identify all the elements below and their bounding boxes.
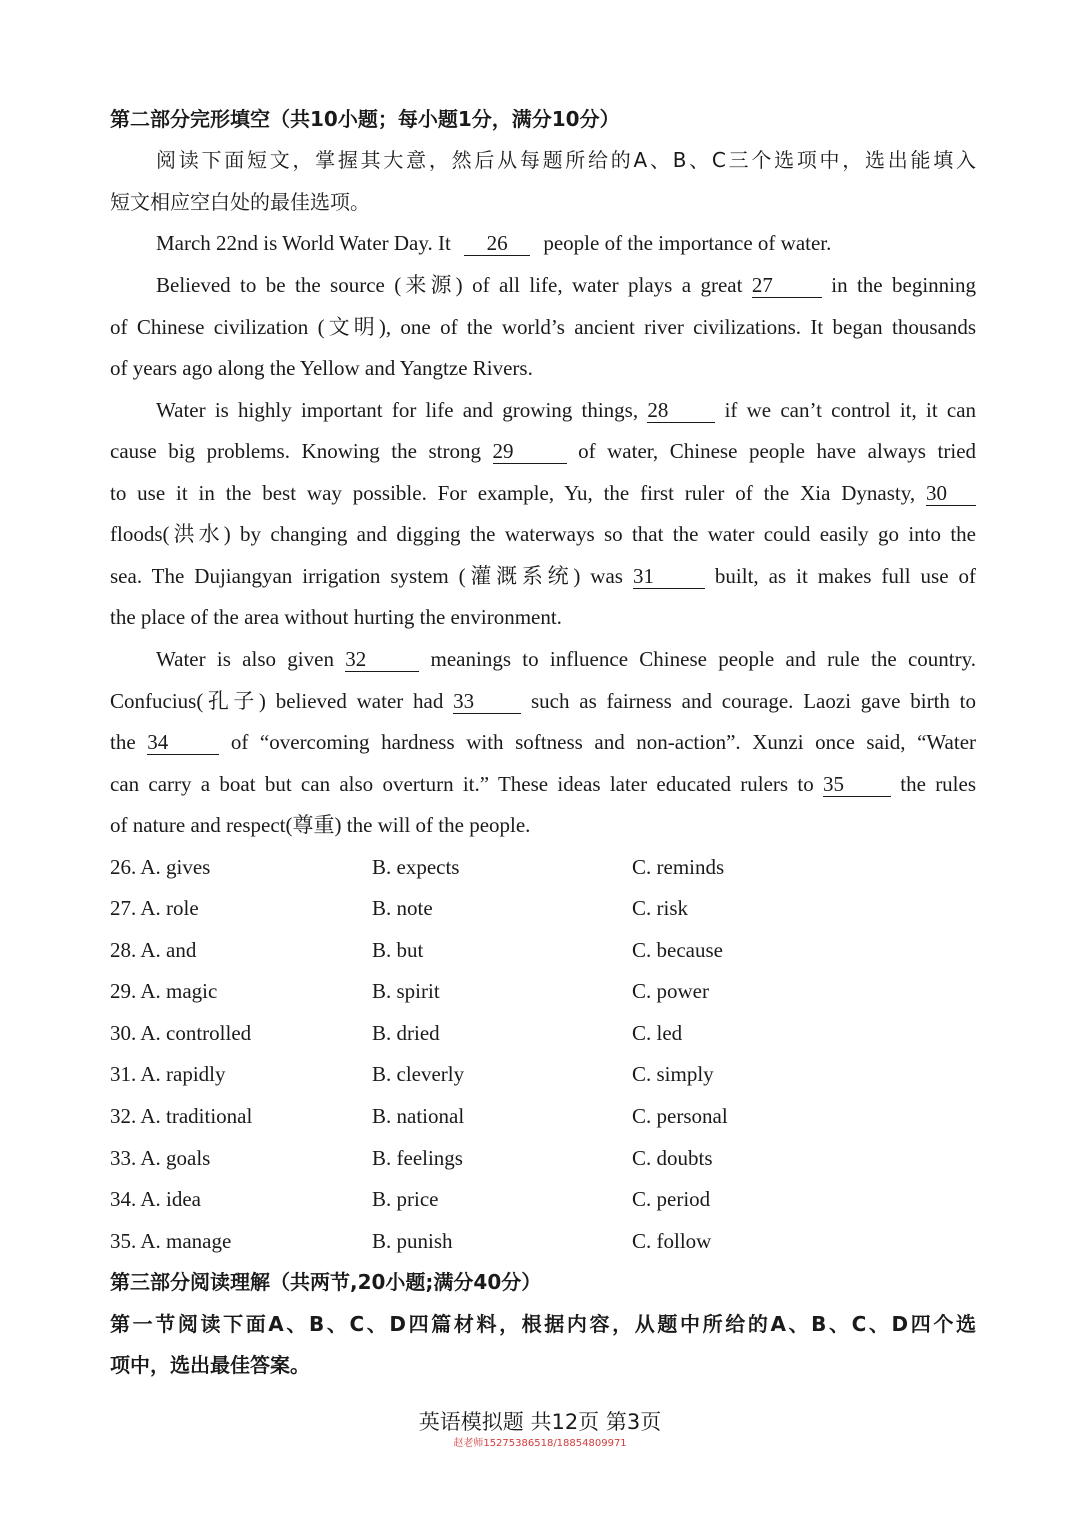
passage-line: the 34 of “overcoming hardness with softness and non-action”. Xunzi once said, “Water xyxy=(110,730,977,754)
passage-line: Water is highly important for life and growing things, 28 if we can’t control it, it can xyxy=(156,398,977,422)
passage-line: sea. The Dujiangyan irrigation system (灌溉系统) was 31 built, as it makes full use of xyxy=(110,564,977,588)
part2-instructions-line1: 阅读下面短文，掌握其大意，然后从每题所给的A、B、C三个选项中，选出能填入 xyxy=(156,148,976,172)
blank-31: 31 xyxy=(633,564,705,589)
blank-32: 32 xyxy=(345,647,419,672)
passage-line: floods(洪水) by changing and digging the waterways so that the water could easily go into the xyxy=(110,522,976,546)
passage-line: March 22nd is World Water Day. It 26 people of the importance of water. xyxy=(156,231,832,255)
passage-line: of Chinese civilization (文明), one of the world’s ancient river civilizations. It began thousands xyxy=(110,315,976,339)
passage-line: cause big problems. Knowing the strong 29 of water, Chinese people have always tried xyxy=(110,439,977,463)
blank-34: 34 xyxy=(147,730,219,755)
option-row-29: 29. A. magic B. spirit C. power xyxy=(110,979,709,1003)
part3-section1-line1: 第一节阅读下面A、B、C、D四篇材料，根据内容，从题中所给的A、B、C、D四个选 xyxy=(110,1312,976,1336)
part2-title: 第二部分完形填空（共10小题；每小题1分，满分10分） xyxy=(110,107,620,131)
blank-28: 28 xyxy=(647,398,715,423)
part3-section1-line2: 项中，选出最佳答案。 xyxy=(110,1353,310,1377)
passage-line: Believed to be the source (来源) of all life, water plays a great 27 in the beginning xyxy=(156,273,977,297)
watermark-stamp: 赵老师15275386518/18854809971 xyxy=(453,1438,627,1449)
option-row-28: 28. A. and B. but C. because xyxy=(110,938,723,962)
blank-26: 26 xyxy=(464,231,530,256)
part2-instructions-line2: 短文相应空白处的最佳选项。 xyxy=(110,190,370,214)
option-row-30: 30. A. controlled B. dried C. led xyxy=(110,1021,683,1045)
passage-line: of years ago along the Yellow and Yangtze Rivers. xyxy=(110,356,533,380)
passage-line: Water is also given 32 meanings to influence Chinese people and rule the country. xyxy=(156,647,976,671)
option-row-26: 26. A. gives B. expects C. reminds xyxy=(110,855,725,879)
blank-29: 29 xyxy=(493,439,567,464)
option-row-31: 31. A. rapidly B. cleverly C. simply xyxy=(110,1062,714,1086)
part3-title: 第三部分阅读理解（共两节,20小题;满分40分） xyxy=(110,1270,542,1294)
option-row-34: 34. A. idea B. price C. period xyxy=(110,1187,711,1211)
blank-33: 33 xyxy=(453,689,521,714)
option-row-27: 27. A. role B. note C. risk xyxy=(110,896,689,920)
blank-35: 35 xyxy=(823,772,891,797)
blank-30: 30 xyxy=(926,481,976,506)
blank-27: 27 xyxy=(752,273,822,298)
option-row-35: 35. A. manage B. punish C. follow xyxy=(110,1229,712,1253)
page-footer: 英语模拟题 共12页 第3页 xyxy=(418,1410,662,1434)
passage-line: can carry a boat but can also overturn it.” These ideas later educated rulers to 35 the rules xyxy=(110,772,977,796)
option-row-32: 32. A. traditional B. national C. personal xyxy=(110,1104,728,1128)
option-row-33: 33. A. goals B. feelings C. doubts xyxy=(110,1146,713,1170)
passage-line: to use it in the best way possible. For example, Yu, the first ruler of the Xia Dynasty, 30 xyxy=(110,478,976,508)
passage-line: Confucius(孔子) believed water had 33 such as fairness and courage. Laozi gave birth to xyxy=(110,689,977,713)
passage-line: of nature and respect(尊重) the will of the people. xyxy=(110,813,531,837)
passage-line: the place of the area without hurting the environment. xyxy=(110,605,562,629)
